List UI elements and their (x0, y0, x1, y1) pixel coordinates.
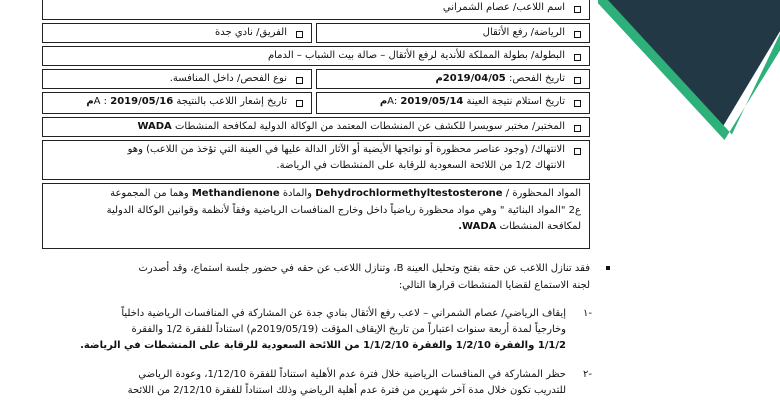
bullet-square-icon (606, 266, 610, 270)
document-page (32, 0, 598, 405)
test-date-field: تاريخ الفحص: 2019/04/05م (316, 69, 590, 89)
laboratory-field: المختبر/ مختبر سويسرا للكشف عن المنشطات المعتمد من الوكالة الدولية لمكافحة المنشطات WADA (42, 117, 590, 137)
championship-field: البطولة/ بطولة المملكة للأندية لرفع الأثقال – صالة بيت الشباب – الدمام (42, 46, 590, 66)
decision-item-1: -١ إيقاف الرياضي/ عصام الشمراني – لاعب رفع الأثقال بنادي جدة عن المشاركة في المنافسات الرياضية داخلياً وخارجياً لمدة أربعة سنوات اعتباراً من تاريخ الإيقاف المؤقت (2019/05/19م) استناداً للفقرة 1/2 والفقرة 1/1/2 والفقرة 1/2/10 والفقرة 1/1/2/10 من اللائحة السعودية للرقابة على المنشطات في الرياضة. (80, 308, 592, 351)
violation-field: الانتهاك/ (وجود عناصر محظورة أو نواتجها الأيضية أو الآثار الدالة عليها في العينة التي تؤخذ من اللاعب) وهو الانتهاك 1/2 من اللائحة السعودية للرقابة على المنشطات في الرياضة. (42, 140, 590, 180)
test-type-field: نوع الفحص/ داخل المنافسة. (42, 69, 312, 89)
decision-intro: فقد تنازل اللاعب عن حقه بفتح وتحليل العينة B، وتنازل اللاعب عن حقه في حضور جلسة استماع، وقد أصدرت لجنة الاستماع لقضايا المنشطات قرارها التالي: (50, 262, 590, 292)
team-field: الفريق/ نادي جدة (42, 23, 312, 43)
sport-field: الرياضة/ رفع الأثقال (316, 23, 590, 43)
sample-a-receipt-field: تاريخ استلام نتيجة العينة A: 2019/05/14م (316, 92, 590, 114)
notification-date-field: تاريخ إشعار اللاعب بالنتيجة A : 2019/05/16م (42, 92, 312, 114)
prohibited-substances-field: المواد المحظورة / Dehydrochlormethyltestosterone والمادة Methandienone وهما من المجموعة ع2 "المواد البنائية " وهي مواد محظورة رياضياً داخل وخارج المنافسات الرياضية وفقاً لأنظمة وقوانين الوكالة الدولية لمكافحة المنشطات WADA. (42, 183, 590, 249)
player-name-field: اسم اللاعب/ عصام الشمراني (42, 0, 590, 20)
decision-item-2: -٢ حظر المشاركة في المنافسات الرياضية خلال فترة عدم الأهلية استناداً للفقرة 1/12/10، وعودة الرياضي للتدريب تكون خلال مدة آخر شهرين من فترة عدم أهلية الرياضي وذلك استناداً للفقرة 2/12/10 من اللائحة (127, 369, 592, 396)
